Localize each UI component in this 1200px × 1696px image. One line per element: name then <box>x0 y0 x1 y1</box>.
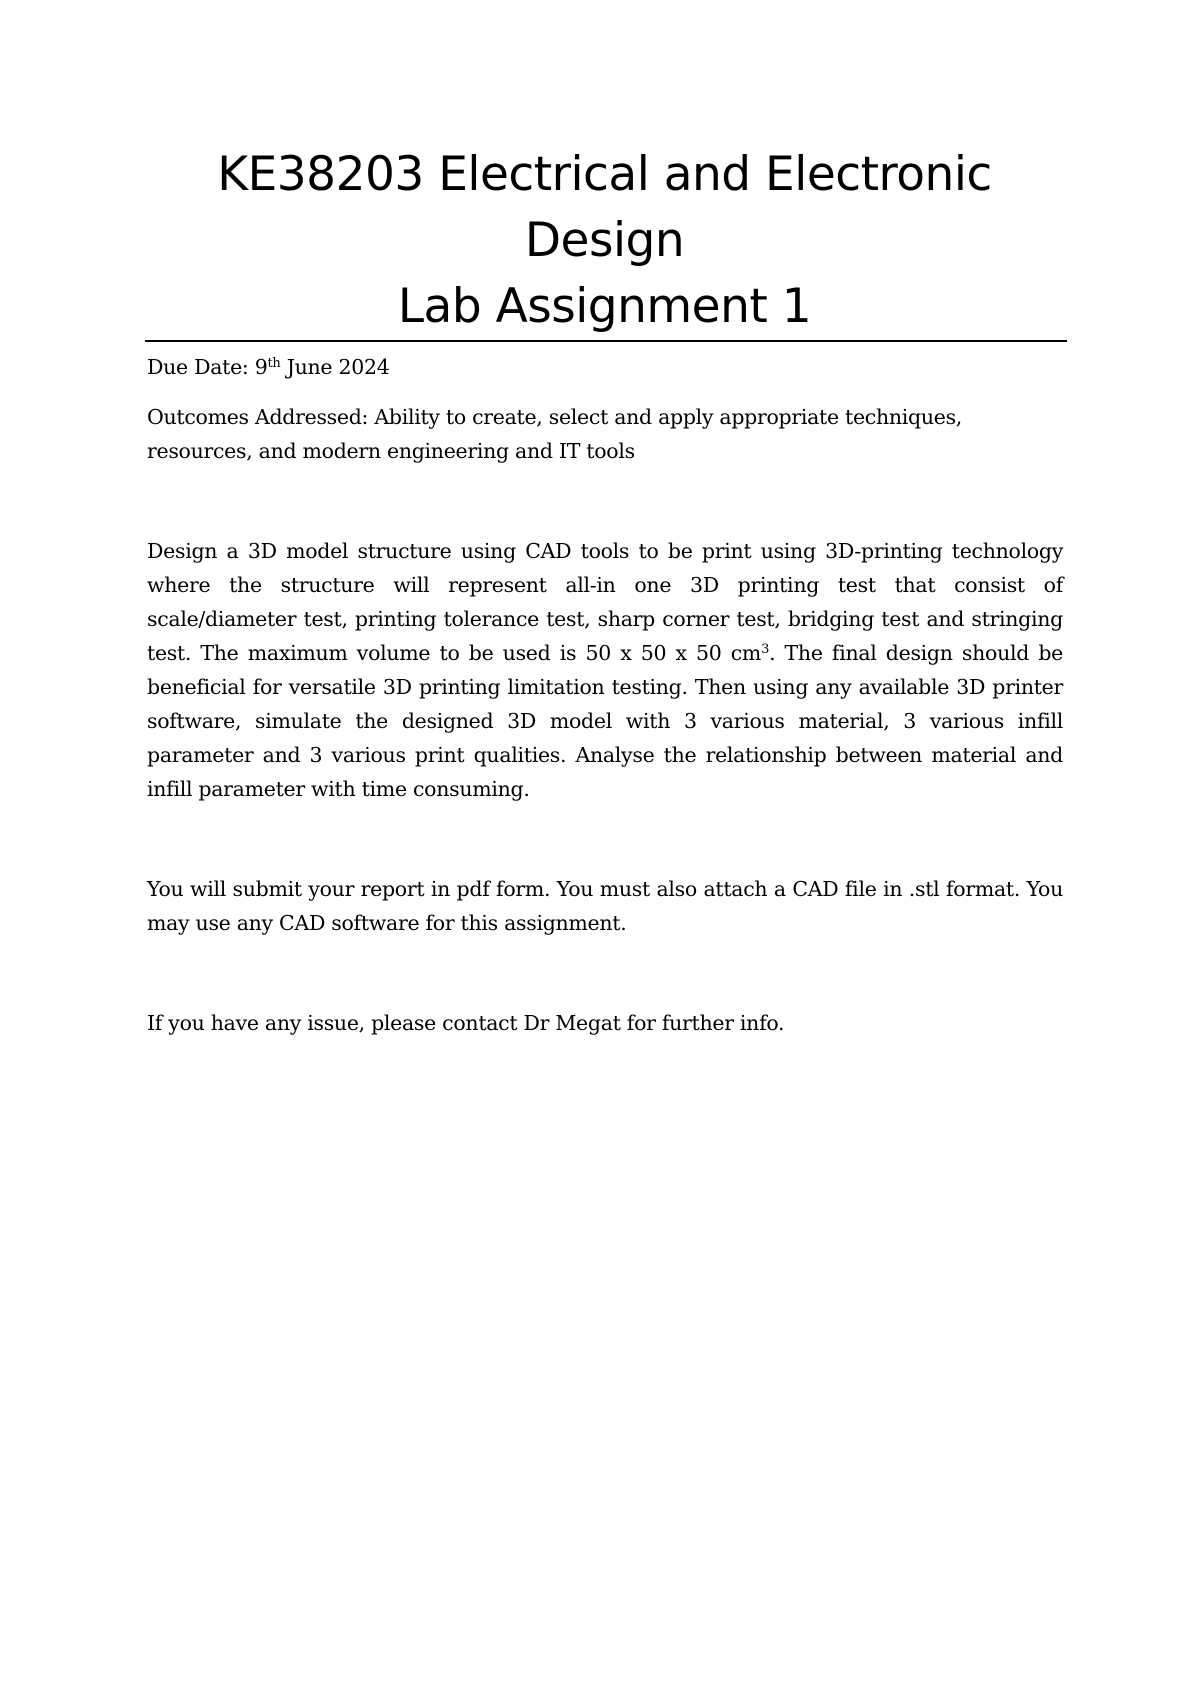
contact-note: If you have any issue, please contact Dr Megat for further info. <box>147 1011 785 1035</box>
submission-instructions: You will submit your report in pdf form. You must also attach a CAD file in .stl format. You may use any CAD software for this assignment. <box>147 877 1063 935</box>
volume-exponent: 3 <box>761 642 770 657</box>
title-line-assignment: Lab Assignment 1 <box>397 279 812 334</box>
due-date-ordinal: th <box>267 356 281 371</box>
due-date <box>147 350 1063 384</box>
task-text-part1: Design a 3D model structure using CAD tools to be print using 3D-printing technology where the structure will represent all-in one 3D printing test that consist of scale/diameter test, printing tolerance test, sharp corner test, bridging test and stringing test. The maximum volume to be used is 50 x 50 x 50 cm <box>147 539 1063 665</box>
title-line-course: KE38203 Electrical and Electronic <box>217 147 992 202</box>
title-underline <box>145 340 1067 342</box>
title-line-design: Design <box>524 213 685 268</box>
outcomes-addressed: Outcomes Addressed: Ability to create, select and apply appropriate techniques, resources, and modern engineering and IT tools <box>147 405 963 463</box>
task-description <box>147 534 1063 806</box>
due-date-label: Due Date: 9 <box>147 355 268 379</box>
document-title <box>145 142 1064 340</box>
task-text-part2: . The final design should be beneficial for versatile 3D printing limitation testing. Then using any available 3D printer software, simulate the designed 3D model with 3 various material, 3 various infill parameter and 3 various print qualities. Analyse the relationship between material and infill parameter with time consuming. <box>147 641 1063 801</box>
due-date-rest: June 2024 <box>280 355 390 379</box>
